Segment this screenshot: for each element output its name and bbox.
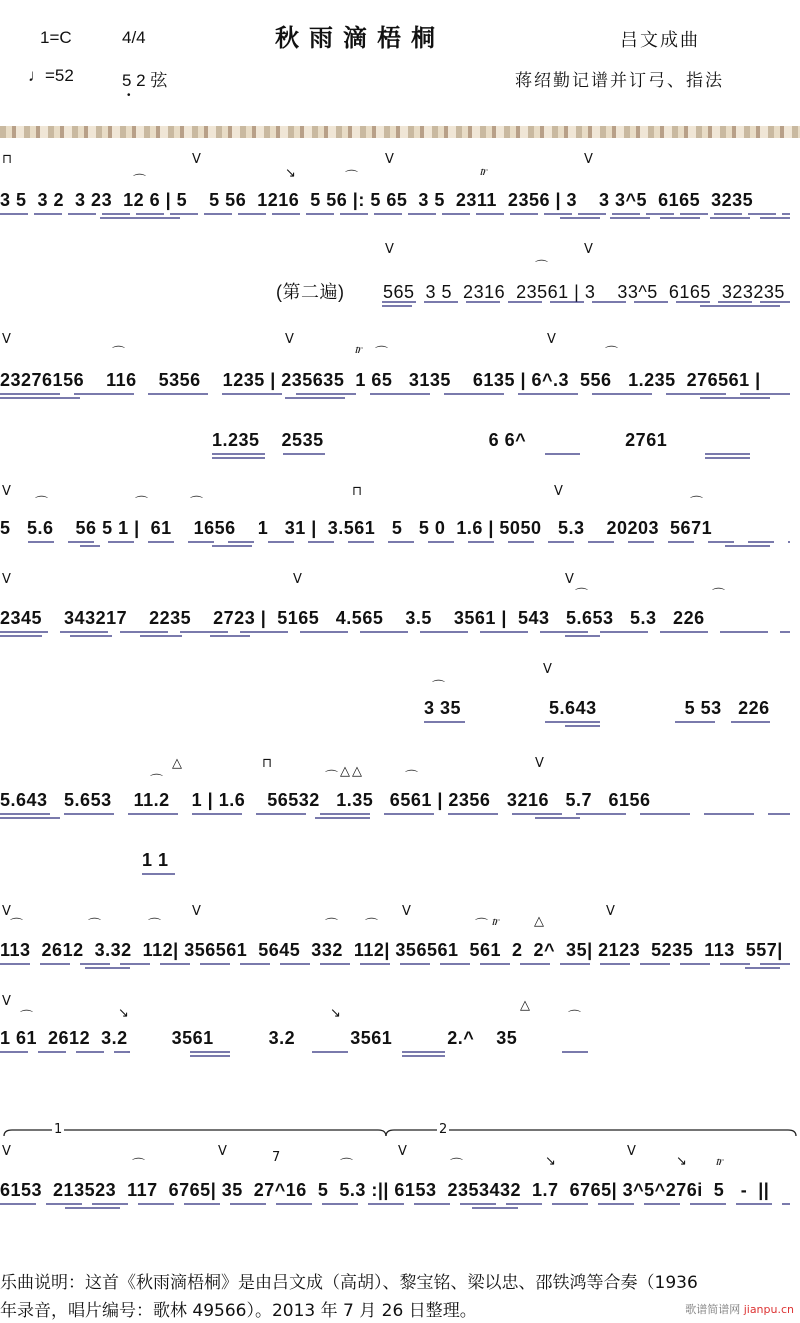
bow-up-icon: V: [385, 152, 394, 167]
score-row-4: 1.235 2535 6 6^ 2761: [212, 430, 668, 450]
trill-icon: 𝆖: [716, 1154, 724, 1169]
slur-icon: ⌒: [450, 1158, 464, 1173]
underline-row-8: [0, 812, 800, 824]
triangle-icon: △: [520, 998, 530, 1013]
bow-up-icon: V: [627, 1144, 636, 1159]
bow-up-icon: V: [2, 1144, 11, 1159]
key-signature: 1=C: [40, 28, 72, 47]
triangle-icon: △: [172, 756, 182, 771]
slur-icon: ⌒: [148, 918, 162, 933]
score-row-10: 113 2612 3.32 112| 356561 5645 332 112| 356561 561 2 2^ 35| 2123 5235 113 557|: [0, 940, 783, 960]
bow-up-icon: V: [218, 1144, 227, 1159]
bow-up-icon: V: [192, 152, 201, 167]
time-signature: 4/4: [122, 28, 146, 47]
bow-up-icon: V: [606, 904, 615, 919]
bow-down-icon: ⊓: [352, 484, 363, 499]
underline-row-5: [0, 540, 800, 552]
slur-icon: ⌒: [340, 1158, 354, 1173]
underline-row-3: [0, 392, 800, 404]
grace-note-7: 7: [272, 1150, 281, 1165]
ending-2-label: 2: [439, 1122, 448, 1137]
slur-icon: ⌒: [605, 346, 619, 361]
composer-credit: 吕文成曲: [620, 30, 700, 51]
trill-icon: 𝆖: [480, 164, 488, 179]
slur-icon: ⌒: [10, 918, 24, 933]
slur-icon: ⌒: [568, 1010, 582, 1025]
slur-icon: ⌒: [88, 918, 102, 933]
accent-icon: ↘: [118, 1006, 129, 1021]
slur-icon: ⌒: [712, 588, 726, 603]
accent-icon: ↘: [545, 1154, 556, 1169]
bow-up-icon: V: [584, 152, 593, 167]
underline-row-2: [0, 300, 800, 312]
slur-icon: ⌒: [325, 918, 339, 933]
score-row-9: 1 1: [142, 850, 169, 870]
bow-up-icon: V: [385, 242, 394, 257]
bow-up-icon: V: [2, 904, 11, 919]
dot-mark: •: [127, 90, 131, 101]
slur-icon: ⌒: [690, 496, 704, 511]
slur-icon: ⌒: [20, 1010, 34, 1025]
trill-icon: 𝆖: [355, 342, 363, 357]
score-row-1: 3 5 3 2 3 23 12 6 | 5 5 56 1216 5 56 |: 5 65 3 5 2311 2356 | 3 3 3^5 6165 3235: [0, 190, 754, 210]
bow-up-icon: V: [2, 484, 11, 499]
slur-icon: ⌒: [112, 346, 126, 361]
string-tuning: 5 2 弦: [122, 71, 168, 90]
slur-icon: ⌒: [345, 170, 359, 185]
triangle-icon: △: [534, 914, 544, 929]
ending-brackets: [0, 1120, 800, 1140]
accent-icon: ↘: [330, 1006, 341, 1021]
bow-up-icon: V: [554, 484, 563, 499]
slur-icon: ⌒: [432, 680, 446, 695]
score-row-12: 6153 213523 117 6765| 35 27^16 5 5.3 :|| 6153 2353432 1.7 6765| 3^5^276i 5 - ||: [0, 1180, 770, 1200]
ending-1-label: 1: [54, 1122, 63, 1137]
triangle-icon: △: [352, 764, 362, 779]
underline-row-7: [0, 720, 800, 732]
bow-up-icon: V: [398, 1144, 407, 1159]
slur-icon: ⌒: [133, 174, 147, 189]
underline-row-10: [0, 962, 800, 974]
score-row-8: 5.643 5.653 11.2 1 | 1.6 56532 1.35 6561 | 2356 3216 5.7 6156: [0, 790, 651, 810]
score-row-5: 5 5.6 56 5 1 | 61 1656 1 31 | 3.561 5 5 0 1.6 | 5050 5.3 20203 5671: [0, 518, 713, 538]
score-row-2: (第二遍) 565 3 5 2316 23561 | 3 33^5 6165 323235: [276, 282, 785, 302]
slur-icon: ⌒: [475, 918, 489, 933]
slur-icon: ⌒: [190, 496, 204, 511]
slur-icon: ⌒: [375, 346, 389, 361]
triangle-icon: △: [340, 764, 350, 779]
accent-icon: ↘: [676, 1154, 687, 1169]
bow-up-icon: V: [543, 662, 552, 677]
bow-up-icon: V: [192, 904, 201, 919]
tempo-mark: ♩=52: [28, 66, 74, 85]
underline-row-4: [0, 452, 800, 464]
accent-icon: ↘: [285, 166, 296, 181]
watermark: [685, 1301, 794, 1317]
bow-down-icon: ⊓: [2, 152, 13, 167]
bow-up-icon: V: [285, 332, 294, 347]
slur-icon: ⌒: [535, 260, 549, 275]
page-title: 秋雨滴梧桐: [275, 24, 445, 52]
bow-up-icon: V: [2, 332, 11, 347]
underline-row-11: [0, 1050, 800, 1062]
underline-row-9: [0, 872, 800, 884]
underline-row-1: [0, 212, 800, 224]
bow-up-icon: V: [293, 572, 302, 587]
watermark-site: 歌谱简谱网: [685, 1303, 741, 1316]
arranger-credit: 蒋绍勤记谱并订弓、指法: [515, 71, 724, 91]
decorative-band: [0, 126, 800, 138]
watermark-url: jianpu.cn: [743, 1303, 794, 1316]
footer-note-line-1: 乐曲说明：这首《秋雨滴梧桐》是由吕文成（高胡）、黎宝铭、梁以忠、邵铁鸿等合奏（1936: [0, 1273, 698, 1293]
bow-up-icon: V: [547, 332, 556, 347]
slur-icon: ⌒: [325, 770, 339, 785]
trill-icon: 𝆖: [492, 914, 500, 929]
bow-up-icon: V: [2, 572, 11, 587]
score-row-11: 1 61 2612 3.2 3561 3.2 3561 2.^ 35: [0, 1028, 518, 1048]
footer-note-line-2: 年录音，唱片编号：歌林 49566）。2013 年 7 月 26 日整理。: [0, 1301, 477, 1321]
slur-icon: ⌒: [35, 496, 49, 511]
bow-up-icon: V: [2, 994, 11, 1009]
score-row-7: 3 35 5.643 5 53 226: [424, 698, 770, 718]
slur-icon: ⌒: [132, 1158, 146, 1173]
slur-icon: ⌒: [575, 588, 589, 603]
underline-row-6: [0, 630, 800, 642]
bow-down-icon: ⊓: [262, 756, 273, 771]
slur-icon: ⌒: [365, 918, 379, 933]
slur-icon: ⌒: [135, 496, 149, 511]
bow-up-icon: V: [584, 242, 593, 257]
slur-icon: ⌒: [405, 770, 419, 785]
bow-up-icon: V: [565, 572, 574, 587]
slur-icon: ⌒: [150, 774, 164, 789]
score-row-6: 2345 343217 2235 2723 | 5165 4.565 3.5 3561 | 543 5.653 5.3 226: [0, 608, 705, 628]
bow-up-icon: V: [535, 756, 544, 771]
underline-row-12: [0, 1202, 800, 1214]
bow-up-icon: V: [402, 904, 411, 919]
score-row-3: 23276156 116 5356 1235 | 235635 1 65 3135 6135 | 6^.3 556 1.235 276561 |: [0, 370, 761, 390]
